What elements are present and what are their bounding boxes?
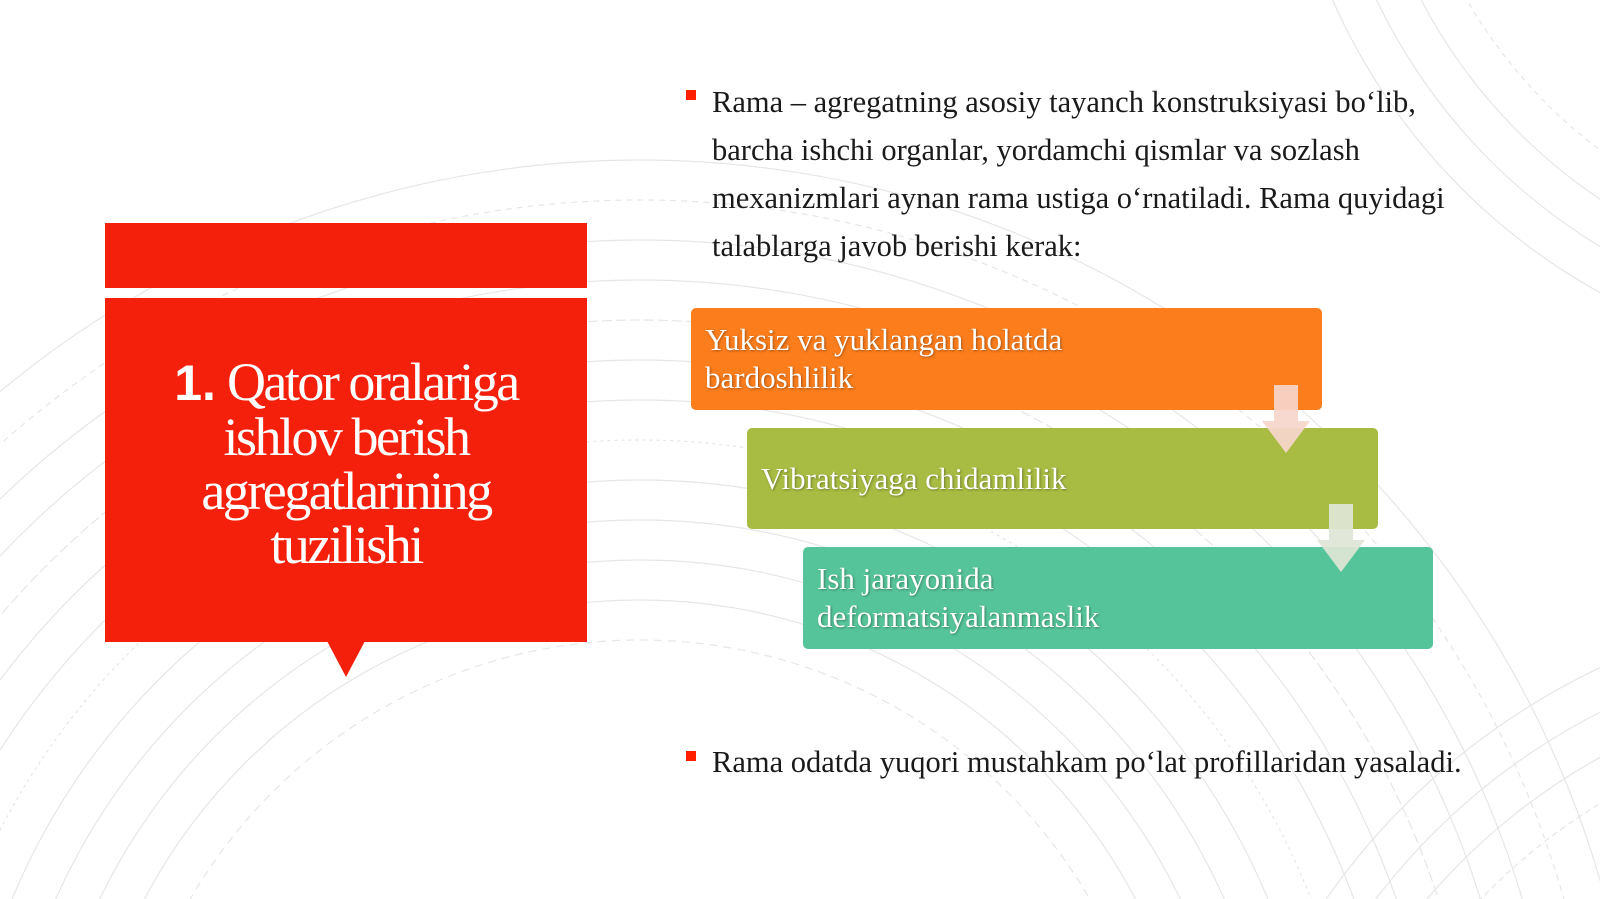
bullet-marker-icon bbox=[686, 90, 696, 100]
bullet-text-rama-description: Rama – agregatning asosiy tayanch konstruksiyasi bo‘lib, barcha ishchi organlar, yordamchi qismlar va sozlash mexanizmlari aynan rama ustiga o‘rnatiladi. Rama quyidagi talablarga javob berishi kerak: bbox=[712, 85, 1445, 263]
slide-title bbox=[105, 351, 587, 575]
process-step-2-label: Vibratsiyaga chidamlilik bbox=[761, 460, 1067, 496]
process-step-3-label: Ish jarayonida deformatsiyalanmaslik bbox=[817, 561, 1100, 634]
title-accent-bar bbox=[105, 223, 587, 288]
title-box bbox=[105, 298, 587, 642]
title-pointer bbox=[327, 641, 365, 677]
down-arrow-icon bbox=[1262, 385, 1310, 453]
title-text: Qator oralariga ishlov berish agregatlarining tuzilishi bbox=[201, 351, 518, 575]
process-step-1 bbox=[691, 308, 1322, 410]
title-number: 1. bbox=[174, 354, 216, 411]
down-arrow-icon bbox=[1317, 504, 1365, 572]
process-step-1-label: Yuksiz va yuklangan holatda bardoshlilik bbox=[705, 322, 1063, 395]
bullet-marker-icon bbox=[686, 751, 696, 761]
bullet-text-rama-material: Rama odatda yuqori mustahkam po‘lat profillaridan yasaladi. bbox=[712, 745, 1462, 779]
